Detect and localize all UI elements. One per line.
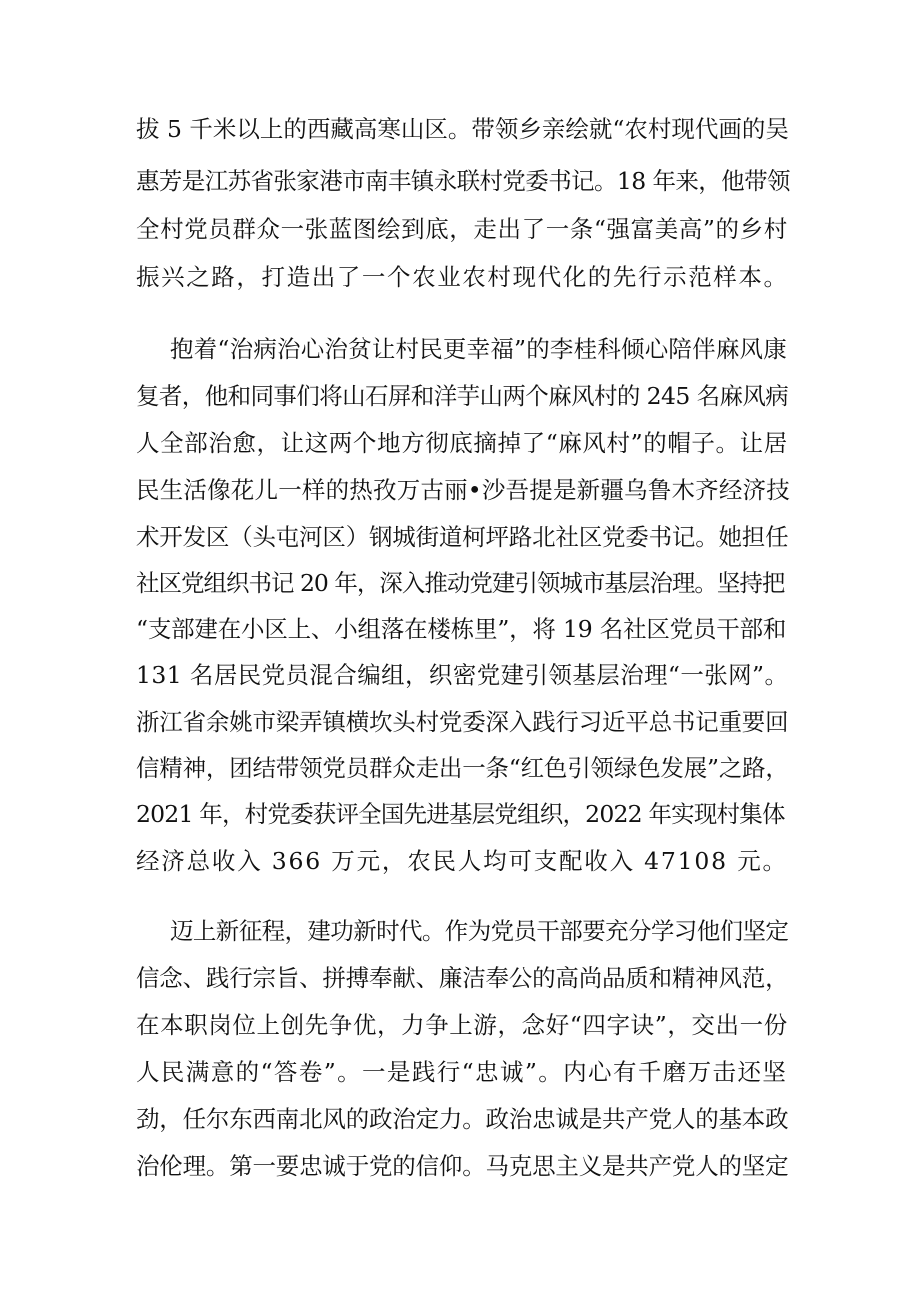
paragraph-line: 人民满意的“答卷”。一是践行“忠诚”。内心有千磨万击还坚 (136, 1058, 788, 1086)
paragraph-line: 振兴之路，打造出了一个农业农村现代化的先行示范样本。 (136, 263, 789, 291)
paragraph-line: 全村党员群众一张蓝图绘到底，走出了一条“强富美高”的乡村 (136, 215, 788, 243)
paragraph-line: 抱着“治病治心治贫让村民更幸福”的李桂科倾心陪伴麻风康 (170, 335, 787, 363)
paragraph-line: 社区党组织书记 20 年，深入推动党建引领城市基层治理。坚持把 (136, 569, 785, 597)
paragraph-line: 治伦理。第一要忠诚于党的信仰。马克思主义是共产党人的坚定 (136, 1152, 789, 1180)
paragraph-line: “支部建在小区上、小组落在楼栋里”，将 19 名社区党员干部和 (136, 615, 787, 643)
paragraph-line: 复者，他和同事们将山石屏和洋芋山两个麻风村的 245 名麻风病 (136, 382, 789, 410)
paragraph-line: 131 名居民党员混合编组，织密党建引领基层治理“一张网”。 (136, 661, 789, 689)
paragraph-line: 拔 5 千米以上的西藏高寒山区。带领乡亲绘就“农村现代画的吴 (136, 115, 789, 143)
paragraph-line: 迈上新征程，建功新时代。作为党员干部要充分学习他们坚定 (170, 917, 789, 945)
paragraph-line: 在本职岗位上创先争优，力争上游，念好“四字诀”，交出一份 (136, 1011, 788, 1039)
paragraph-line: 信念、践行宗旨、拼搏奉献、廉洁奉公的高尚品质和精神风范， (136, 964, 789, 992)
paragraph-line: 术开发区（头屯河区）钢城街道柯坪路北社区党委书记。她担任 (136, 523, 789, 551)
paragraph-line: 民生活像花儿一样的热孜万古丽•沙吾提是新疆乌鲁木齐经济技 (136, 476, 790, 504)
paragraph-line: 2021 年，村党委获评全国先进基层党组织，2022 年实现村集体 (136, 800, 785, 828)
paragraph-line: 经济总收入 366 万元，农民人均可支配收入 47108 元。 (136, 847, 788, 875)
paragraph-line: 劲，任尔东西南北风的政治定力。政治忠诚是共产党人的基本政 (136, 1105, 789, 1133)
paragraph-line: 人全部治愈，让这两个地方彻底摘掉了“麻风村”的帽子。让居 (136, 429, 788, 457)
paragraph-line: 浙江省余姚市梁弄镇横坎头村党委深入践行习近平总书记重要回 (136, 708, 789, 736)
paragraph-line: 信精神，团结带领党员群众走出一条“红色引领绿色发展”之路， (136, 754, 789, 782)
paragraph-line: 惠芳是江苏省张家港市南丰镇永联村党委书记。18 年来，他带领 (136, 167, 790, 195)
